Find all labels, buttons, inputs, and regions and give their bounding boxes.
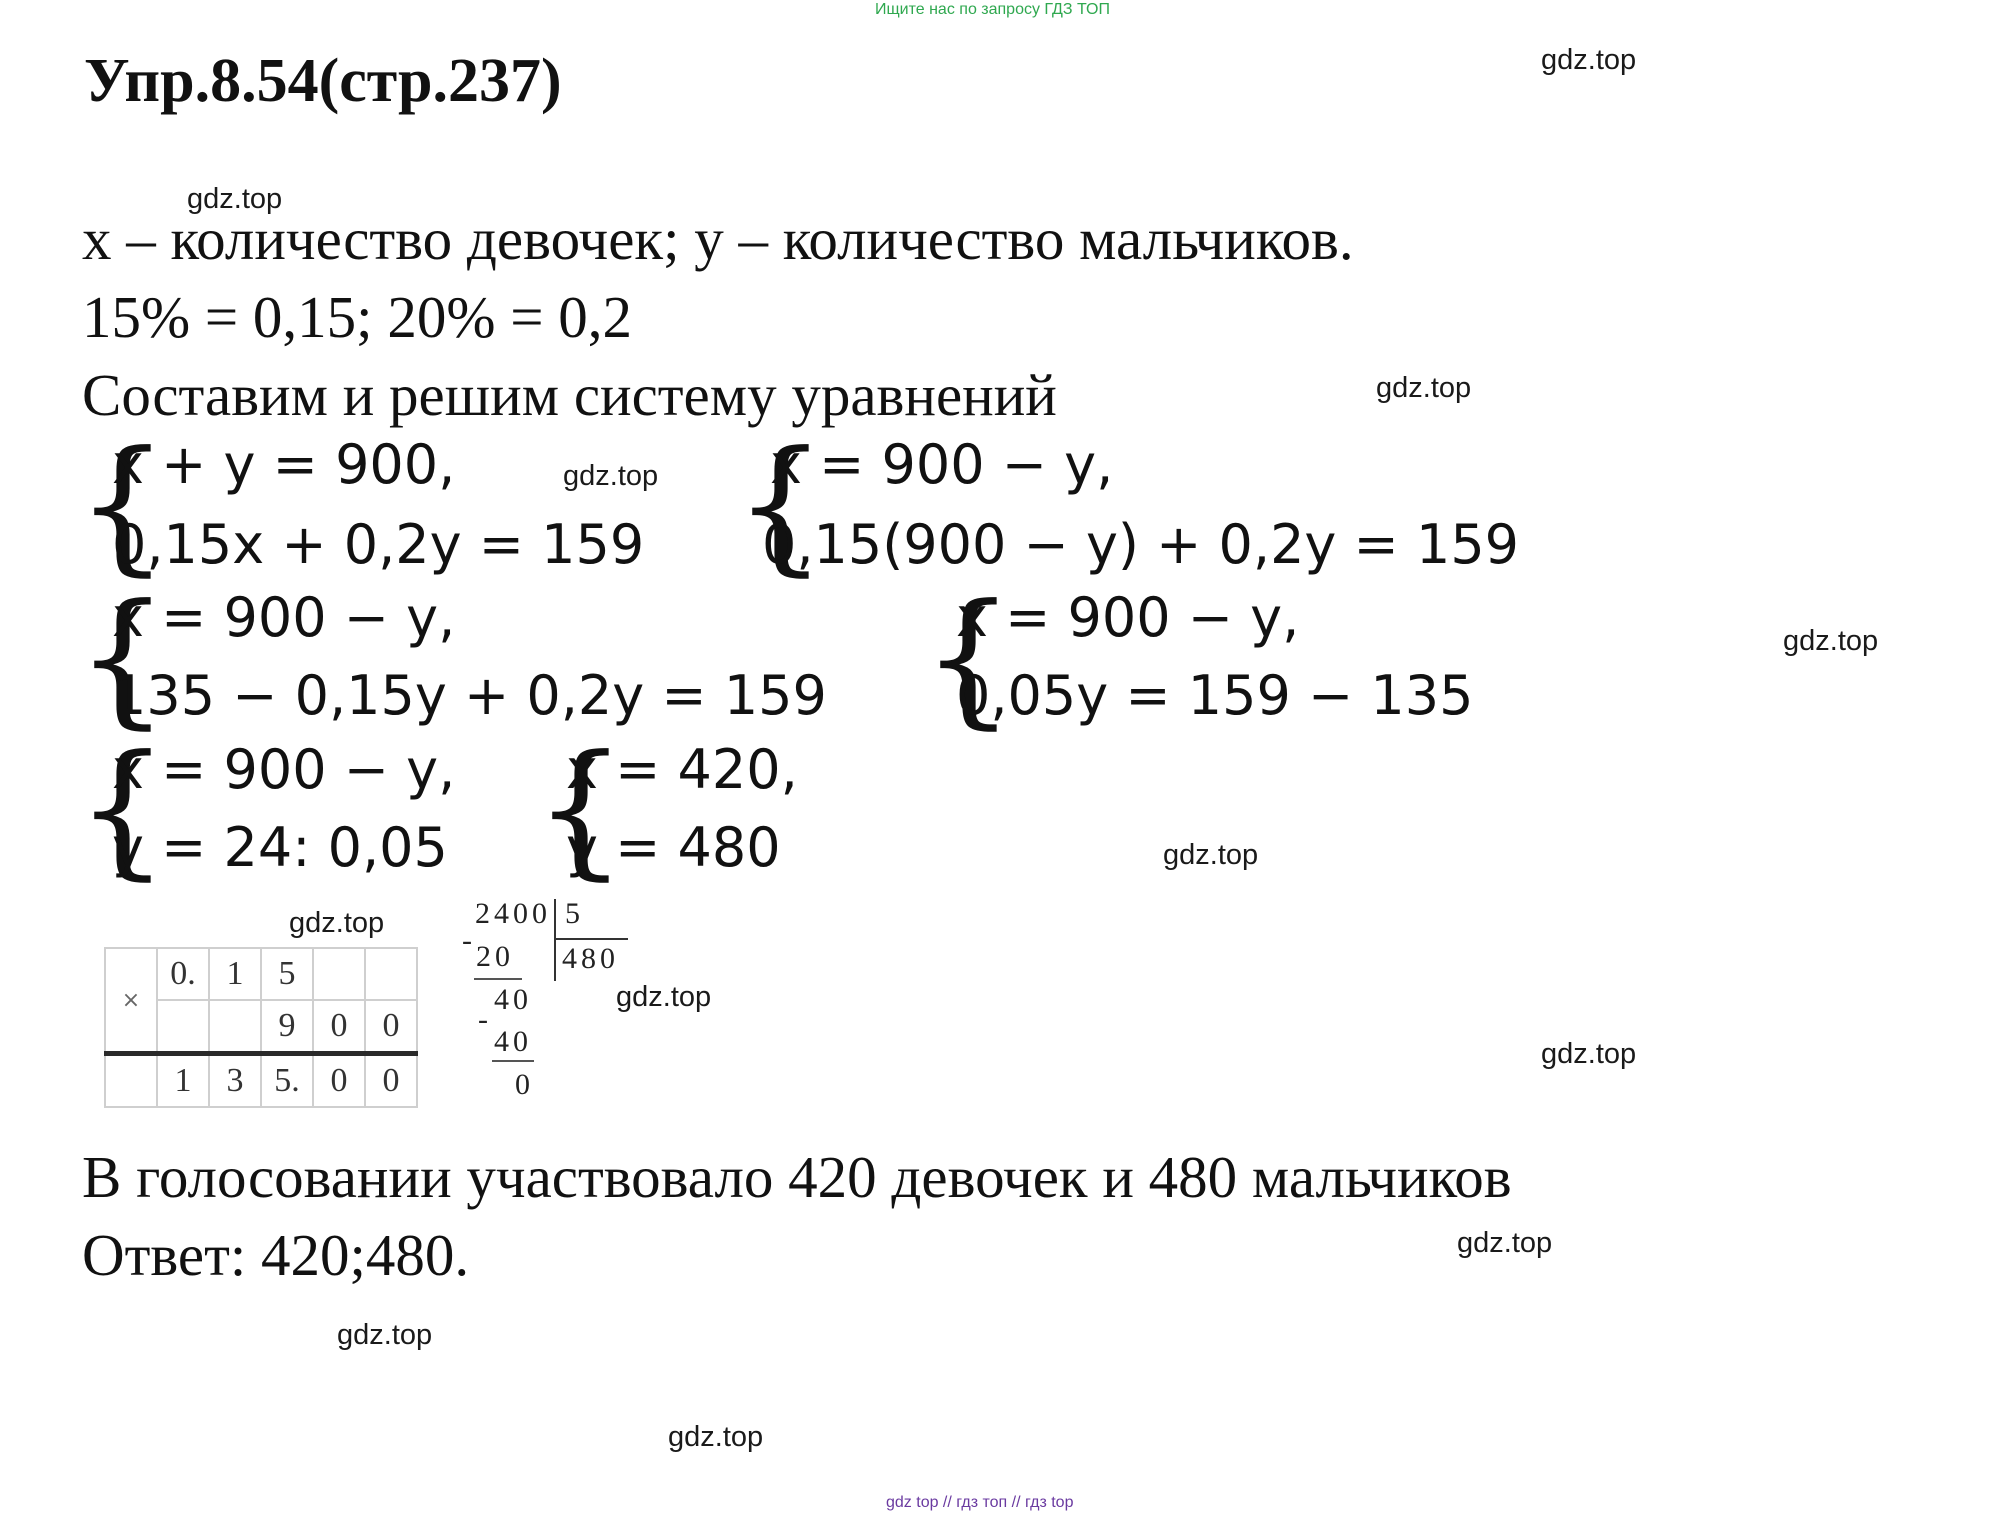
digit-cell: 1 (157, 1054, 209, 1108)
division-step1-rem: 40 (494, 983, 532, 1016)
system6-eq2: y = 480 (566, 816, 781, 879)
watermark: gdz.top (337, 1319, 433, 1351)
digit-cell (313, 948, 365, 1000)
division-divisor: 5 (565, 897, 584, 930)
answer-text: Ответ: 420;480. (82, 1222, 470, 1288)
watermark: gdz.top (1376, 372, 1472, 404)
system4-eq1: x = 900 − y, (956, 586, 1300, 649)
digit-cell: 0. (157, 948, 209, 1000)
top-banner: Ищите нас по запросу ГДЗ ТОП (875, 1, 1110, 18)
system6-eq1: x = 420, (566, 738, 798, 801)
digit-cell: 5. (261, 1054, 313, 1108)
variables-definition: x – количество девочек; y – количество мальчиков. (82, 206, 1354, 272)
division-lines (460, 895, 640, 1095)
system-intro: Составим и решим систему уравнений (82, 362, 1057, 428)
system2-eq2: 0,15(900 − y) + 0,2y = 159 (762, 513, 1520, 576)
system-brace: { (76, 420, 169, 590)
digit-cell (157, 1000, 209, 1054)
system1-eq2: 0,15x + 0,2y = 159 (112, 513, 645, 576)
system3-eq2: 135 − 0,15y + 0,2y = 159 (112, 664, 827, 727)
division-dividend: 2400 (475, 897, 551, 930)
watermark: gdz.top (1541, 44, 1637, 76)
watermark: gdz.top (616, 981, 712, 1013)
watermark: gdz.top (1163, 839, 1259, 871)
system5-eq1: x = 900 − y, (112, 738, 456, 801)
digit-cell (105, 1054, 157, 1108)
digit-cell: 3 (209, 1054, 261, 1108)
digit-cell: 5 (261, 948, 313, 1000)
watermark: gdz.top (187, 183, 283, 215)
multiply-sign: × (105, 948, 157, 1054)
system3-eq1: x = 900 − y, (112, 586, 456, 649)
watermark: gdz.top (289, 907, 385, 939)
division-quotient: 480 (562, 942, 619, 975)
watermark: gdz.top (1541, 1038, 1637, 1070)
digit-cell: 0 (365, 1054, 417, 1108)
watermark: gdz.top (1457, 1227, 1553, 1259)
digit-cell (209, 1000, 261, 1054)
division-step2-sub: 40 (494, 1025, 532, 1058)
system-brace: { (734, 420, 827, 590)
digit-cell (365, 948, 417, 1000)
digit-cell: 0 (365, 1000, 417, 1054)
percent-conversion: 15% = 0,15; 20% = 0,2 (82, 284, 632, 350)
bottom-banner: gdz top // гдз топ // гдз top (886, 1494, 1074, 1511)
division-remainder: 0 (515, 1068, 534, 1101)
division-step1-sub: 20 (476, 940, 514, 973)
conclusion-text: В голосовании участвовало 420 девочек и 480 мальчиков (82, 1144, 1512, 1210)
watermark: gdz.top (668, 1421, 764, 1453)
watermark: gdz.top (1783, 625, 1879, 657)
watermark: gdz.top (563, 460, 659, 492)
digit-cell: 0 (313, 1054, 365, 1108)
system4-eq2: 0,05y = 159 − 135 (956, 664, 1474, 727)
system2-eq1: x = 900 − y, (770, 433, 1114, 496)
digit-cell: 0 (313, 1000, 365, 1054)
system1-eq1: x + y = 900, (112, 433, 456, 496)
division-minus: - (462, 924, 476, 957)
column-multiplication (104, 947, 418, 1108)
system-brace: { (534, 724, 627, 894)
exercise-title: Упр.8.54(стр.237) (84, 47, 562, 115)
system-brace: { (76, 724, 169, 894)
digit-cell: 9 (261, 1000, 313, 1054)
digit-cell: 1 (209, 948, 261, 1000)
system5-eq2: y = 24: 0,05 (112, 816, 448, 879)
division-minus: - (478, 1003, 492, 1036)
system-brace: { (922, 573, 1015, 743)
system-brace: { (76, 573, 169, 743)
